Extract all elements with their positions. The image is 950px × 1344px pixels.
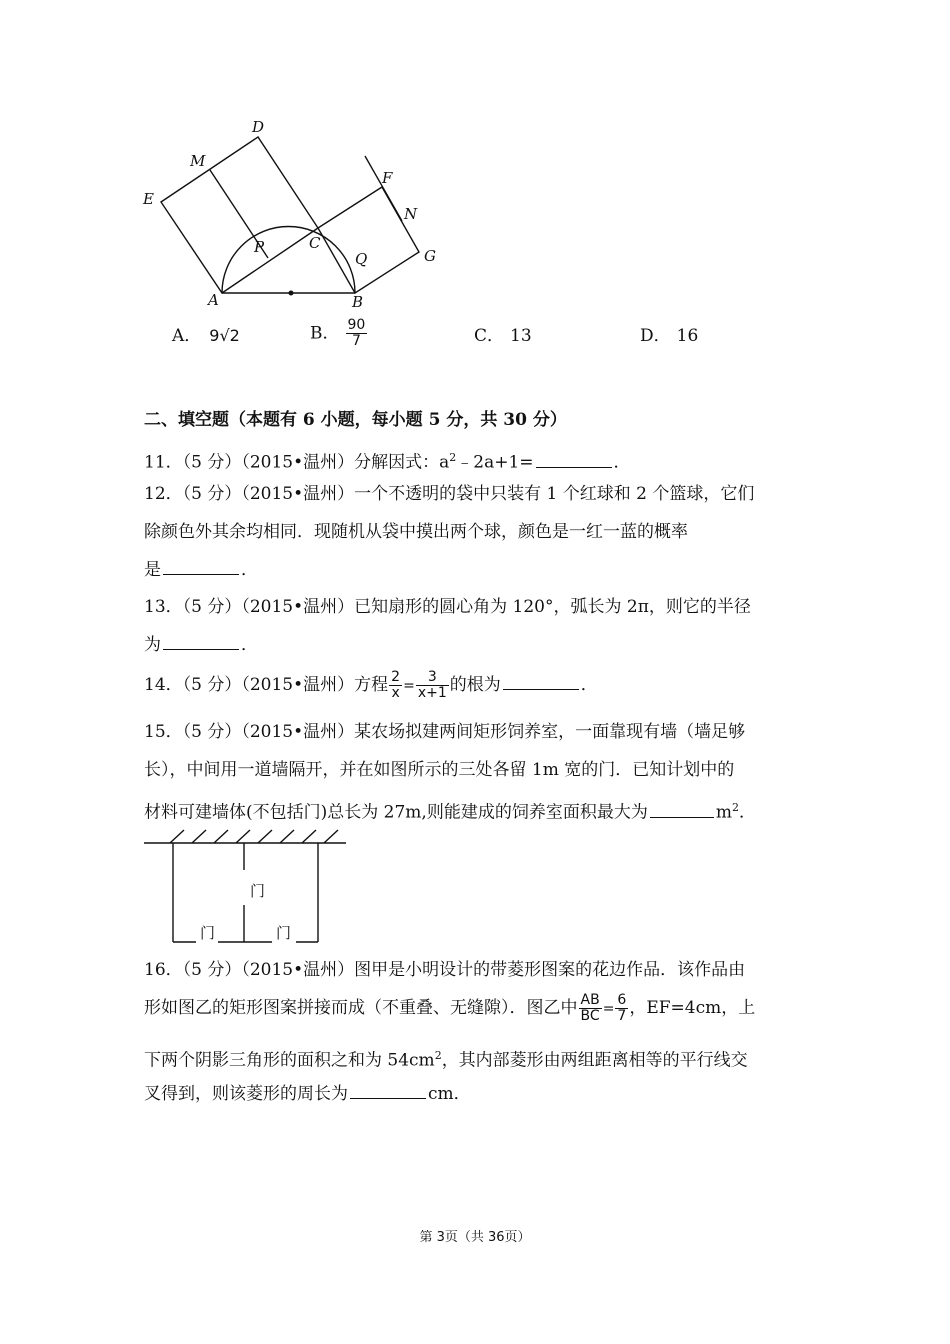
enclosure-figure-q15 — [140, 825, 360, 950]
center-point — [289, 291, 294, 296]
q14-suffix: 的根为 — [449, 675, 501, 695]
option-a-value: 9√2 — [209, 326, 240, 345]
q15-prefix: 材料可建墙体(不包括门)总长为 27m,则能建成的饲养室面积最大为 — [144, 802, 648, 823]
option-c-label: C． — [474, 326, 505, 346]
option-b-label: B． — [310, 323, 340, 344]
question-12-line2: 除颜色外其余均相同．现随机从袋中摸出两个球，颜色是一红一蓝的概率 — [144, 522, 688, 542]
q16-eq: = — [602, 1001, 615, 1017]
q16-value-fraction — [615, 993, 628, 1024]
label-f: F — [382, 169, 393, 187]
question-16-line4 — [144, 1082, 471, 1106]
q13-prefix: 为 — [144, 635, 161, 655]
q14-answer-blank[interactable] — [503, 673, 579, 690]
q16-line4-prefix: 叉得到，则该菱形的周长为 — [144, 1084, 348, 1104]
page-footer: 第 3页（共 36页） — [419, 1230, 531, 1245]
question-16-line1: 16．（5 分）（2015•温州）图甲是小明设计的带菱形图案的花边作品．该作品由 — [144, 960, 746, 980]
section-title: 二、填空题（本题有 6 小题，每小题 5 分，共 30 分） — [144, 410, 567, 430]
question-15-line1: 15．（5 分）（2015•温州）某农场拟建两间矩形饲养室，一面靠现有墙（墙足够 — [144, 722, 746, 742]
q15-unit: m — [715, 802, 732, 823]
q11-answer-blank[interactable] — [536, 451, 612, 468]
semicircle-ab — [222, 226, 355, 293]
q16-ratio-fraction — [579, 993, 602, 1024]
q16-line3-sup: 2 — [434, 1049, 442, 1062]
label-q: Q — [355, 250, 368, 268]
question-12-line1: 12．（5 分）（2015•温州）一个不透明的袋中只装有 1 个红球和 2 个篮球，它们 — [144, 484, 755, 504]
option-c — [474, 324, 532, 348]
wall-hatching — [170, 830, 338, 843]
option-b-fraction — [346, 318, 368, 349]
q14-f2-num: 3 — [416, 670, 449, 686]
geometry-figure-q10 — [130, 110, 450, 315]
q14-f1-num: 2 — [391, 669, 401, 685]
q12-end: ． — [241, 560, 258, 580]
label-c: C — [309, 234, 321, 252]
label-m: M — [190, 152, 206, 170]
label-g: G — [424, 247, 436, 265]
label-e: E — [143, 190, 154, 208]
option-d — [640, 324, 698, 348]
q14-eq: = — [403, 678, 415, 694]
label-n: N — [404, 205, 418, 223]
question-14 — [144, 668, 598, 703]
q14-fraction-2 — [416, 670, 449, 701]
question-12-line3 — [144, 558, 258, 582]
question-16-line3 — [144, 1044, 748, 1073]
q16-val-num: 6 — [617, 992, 627, 1008]
q11-end: ． — [613, 452, 631, 473]
question-15-line2: 长），中间用一道墙隔开，并在如图所示的三处各留 1m 宽的门．已知计划中的 — [144, 760, 735, 780]
square-cbgf — [318, 187, 419, 293]
q15-unit-sup: 2 — [731, 801, 739, 814]
q14-f1-den: x — [391, 685, 400, 701]
option-b-num: 90 — [347, 317, 366, 333]
q12-prefix: 是 — [144, 560, 161, 580]
option-c-value: 13 — [510, 326, 532, 346]
q16-line3-prefix: 下两个阴影三角形的面积之和为 54cm — [144, 1050, 435, 1071]
q16-frac-num: AB — [580, 992, 600, 1008]
q11-sup: 2 — [449, 451, 457, 464]
q15-answer-blank[interactable] — [650, 801, 714, 818]
q13-answer-blank[interactable] — [163, 633, 239, 650]
label-b: B — [352, 293, 364, 311]
door-label-right: 门 — [276, 924, 292, 942]
q16-line3-suffix: ，其内部菱形由两组距离相等的平行线交 — [441, 1050, 748, 1071]
option-a — [172, 324, 240, 348]
label-p: P — [254, 238, 265, 256]
q16-unit: cm． — [428, 1084, 471, 1104]
q11-rest: ﹣2a+1= — [456, 452, 534, 473]
question-13-line1: 13．（5 分）（2015•温州）已知扇形的圆心角为 120°，弧长为 2π，则它的半径 — [144, 597, 751, 617]
option-a-label: A． — [172, 326, 202, 346]
segment-nq — [365, 156, 402, 221]
door-label-middle: 门 — [250, 882, 266, 900]
q16-val-den: 7 — [617, 1008, 627, 1024]
label-a: A — [208, 291, 219, 309]
q12-answer-blank[interactable] — [163, 558, 239, 575]
option-d-label: D． — [640, 326, 671, 346]
q15-end: ． — [738, 802, 756, 823]
q11-prefix: 11．（5 分）（2015•温州）分解因式：a — [144, 452, 450, 473]
door-label-left: 门 — [200, 924, 216, 942]
q13-end: ． — [241, 635, 258, 655]
q14-fraction-1 — [389, 670, 402, 701]
question-15-line3 — [144, 796, 756, 825]
q14-prefix: 14．（5 分）（2015•温州）方程 — [144, 675, 389, 695]
label-d: D — [252, 118, 265, 136]
question-13-line2 — [144, 633, 258, 657]
q16-frac-den: BC — [580, 1008, 600, 1024]
option-b-den: 7 — [351, 333, 361, 349]
question-16-line2 — [144, 990, 755, 1027]
q14-end: ． — [580, 675, 598, 695]
q16-line2-suffix: ，EF=4cm，上 — [629, 998, 756, 1018]
q14-f2-den: x+1 — [417, 685, 447, 701]
q16-line2-prefix: 形如图乙的矩形图案拼接而成（不重叠、无缝隙）．图乙中 — [144, 998, 578, 1018]
question-11 — [144, 446, 631, 475]
q16-answer-blank[interactable] — [350, 1082, 426, 1099]
option-b — [310, 318, 368, 349]
option-d-value: 16 — [676, 326, 699, 346]
